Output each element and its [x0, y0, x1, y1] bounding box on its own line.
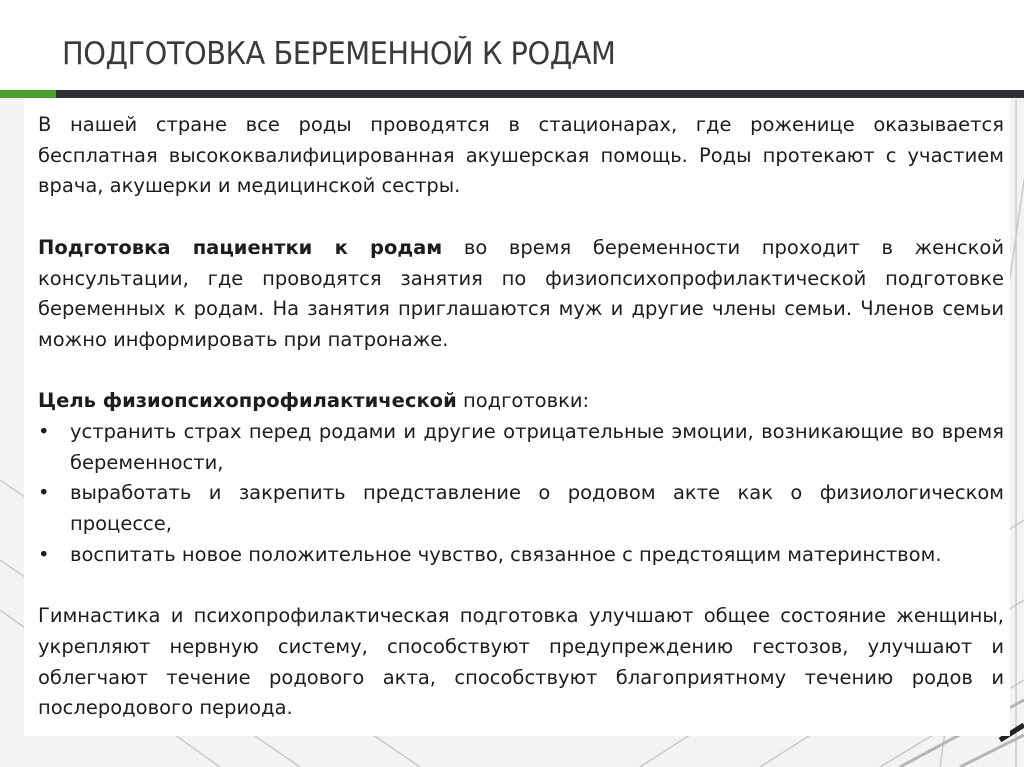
goal-heading-rest: подготовки: [456, 389, 590, 413]
paragraph-gap [38, 202, 1004, 233]
bullet-dot: • [38, 542, 50, 566]
bullet-dot: • [38, 481, 50, 505]
intro-paragraph: В нашей стране все роды проводятся в стационарах, где роженице оказывается бесплатная высококвалифицированная акушерская помощь. Роды протекают с участием врача, акушерки и медицинской сестры. [38, 113, 1004, 198]
bullet-item [38, 417, 1004, 478]
goal-bullet-list [38, 417, 1004, 571]
bullet-dot: • [38, 420, 50, 443]
preparation-heading: Подготовка пациентки к родам [38, 235, 443, 259]
preparation-text: во время беременности проходит в женской консультации, где проводятся занятия по физиопсихопрофилактической подготовке беременных к родам. На занятия приглашаются муж и другие члены семьи. Членов семьи можно информировать при патронаже. [38, 235, 1004, 351]
bullet-item [38, 540, 1004, 571]
bullet-text: устранить страх перед родами и другие отрицательные эмоции, возникающие во время беременности, [70, 420, 1004, 474]
slide-title: ПОДГОТОВКА БЕРЕМЕННОЙ К РОДАМ [62, 36, 616, 72]
title-accent-dark-bar [56, 90, 1024, 98]
title-accent-green-bar [0, 90, 56, 98]
gymnastics-paragraph: Гимнастика и психопрофилактическая подготовка улучшают общее состояние женщины, укрепляют нервную систему, способствуют предупреждению гестозов, улучшают и облегчают течение родового акта, способствуют благоприятному течению родов и послеродового периода. [38, 604, 1004, 720]
paragraph-gap [38, 356, 1004, 387]
paragraph-gap [38, 571, 1004, 602]
goal-heading: Цель физиопсихопрофилактической [38, 389, 457, 413]
bullet-item [38, 478, 1004, 539]
slide-body [38, 110, 1004, 724]
preparation-paragraph [38, 233, 1004, 356]
goal-heading-line [38, 386, 1004, 417]
bullet-text: выработать и закрепить представление о родовом акте как о физиологическом процессе, [70, 481, 1004, 536]
bullet-text: воспитать новое положительное чувство, связанное с предстоящим материнством. [70, 542, 942, 566]
